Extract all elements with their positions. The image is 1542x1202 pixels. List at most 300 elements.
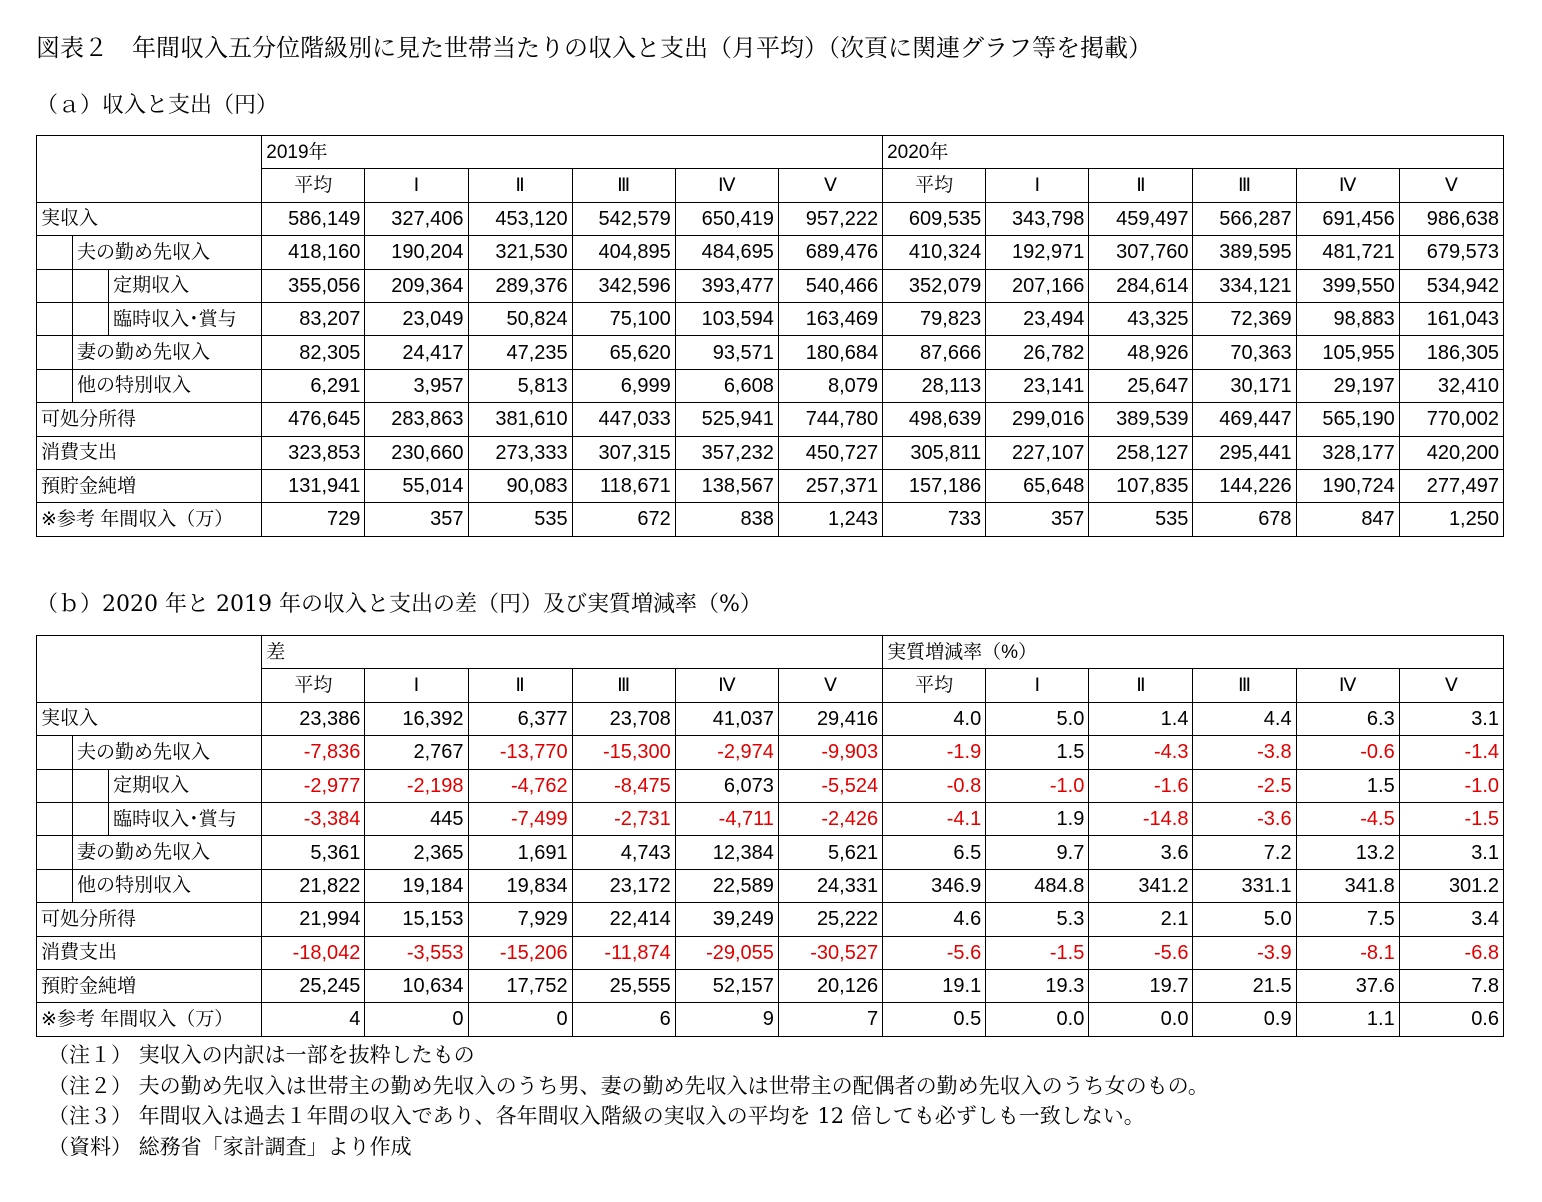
row-label: ※参考 年間収入（万） — [37, 1003, 262, 1036]
section-b-title: （ｂ）2020 年と 2019 年の収入と支出の差（円）及び実質増減率（%） — [36, 592, 762, 617]
value-cell: 453,120 — [468, 202, 572, 235]
value-cell: 19.3 — [986, 969, 1089, 1002]
column-header: Ⅰ — [986, 669, 1089, 702]
value-cell: 404,895 — [572, 236, 675, 269]
value-cell: 1.1 — [1296, 1003, 1399, 1036]
row-label: ※参考 年間収入（万） — [37, 503, 262, 536]
group-header-rate: 実質増減率（%） — [883, 636, 1504, 669]
table-row — [37, 436, 1504, 469]
value-cell: 21,822 — [262, 869, 365, 902]
value-cell: 22,414 — [572, 903, 675, 936]
value-cell: 4.4 — [1193, 702, 1296, 735]
value-cell: -5,524 — [778, 769, 882, 802]
value-cell: 838 — [675, 503, 778, 536]
value-cell: 98,883 — [1296, 302, 1399, 335]
row-label: 臨時収入･賞与 — [109, 802, 262, 835]
value-cell: 357,232 — [675, 436, 778, 469]
table-row — [37, 336, 1504, 369]
value-cell: 327,406 — [365, 202, 468, 235]
value-cell: 22,589 — [675, 869, 778, 902]
value-cell: 542,579 — [572, 202, 675, 235]
row-label: 夫の勤め先収入 — [73, 236, 262, 269]
value-cell: 609,535 — [883, 202, 986, 235]
value-cell: 161,043 — [1399, 302, 1503, 335]
table-row — [37, 369, 1504, 402]
value-cell: -4.1 — [883, 802, 986, 835]
column-header: Ⅳ — [675, 669, 778, 702]
value-cell: 847 — [1296, 503, 1399, 536]
value-cell: -3,553 — [365, 936, 468, 969]
value-cell: 770,002 — [1399, 403, 1503, 436]
note-line: （注３） 年間収入は過去１年間の収入であり、各年間収入階級の実収入の平均を 12 倍しても必ずしも一致しない。 — [48, 1104, 1145, 1128]
row-label: 妻の勤め先収入 — [73, 836, 262, 869]
value-cell: 83,207 — [262, 302, 365, 335]
table-row — [37, 503, 1504, 536]
row-label: 臨時収入･賞与 — [109, 302, 262, 335]
value-cell: 3.1 — [1399, 702, 1503, 735]
value-cell: 19.7 — [1089, 969, 1193, 1002]
value-cell: 23,386 — [262, 702, 365, 735]
row-label: 消費支出 — [37, 436, 262, 469]
value-cell: 3.1 — [1399, 836, 1503, 869]
value-cell: 25,555 — [572, 969, 675, 1002]
value-cell: -1.5 — [1399, 802, 1503, 835]
value-cell: 6,999 — [572, 369, 675, 402]
value-cell: 93,571 — [675, 336, 778, 369]
value-cell: 299,016 — [986, 403, 1089, 436]
table-row — [37, 769, 1504, 802]
column-header: Ⅰ — [986, 169, 1089, 202]
value-cell: -2,977 — [262, 769, 365, 802]
value-cell: 1.4 — [1089, 702, 1193, 735]
value-cell: 2,365 — [365, 836, 468, 869]
value-cell: 307,315 — [572, 436, 675, 469]
value-cell: -0.6 — [1296, 736, 1399, 769]
value-cell: 729 — [262, 503, 365, 536]
column-header: Ⅴ — [1399, 669, 1503, 702]
value-cell: -1.6 — [1089, 769, 1193, 802]
value-cell: -3,384 — [262, 802, 365, 835]
value-cell: 277,497 — [1399, 469, 1503, 502]
row-label: 預貯金純増 — [37, 469, 262, 502]
value-cell: 25,245 — [262, 969, 365, 1002]
value-cell: 2,767 — [365, 736, 468, 769]
value-cell: -14.8 — [1089, 802, 1193, 835]
value-cell: 19,184 — [365, 869, 468, 902]
value-cell: 0.6 — [1399, 1003, 1503, 1036]
value-cell: 381,610 — [468, 403, 572, 436]
value-cell: 672 — [572, 503, 675, 536]
value-cell: 190,204 — [365, 236, 468, 269]
value-cell: 163,469 — [778, 302, 882, 335]
value-cell: 0.9 — [1193, 1003, 1296, 1036]
value-cell: 283,863 — [365, 403, 468, 436]
value-cell: -3.8 — [1193, 736, 1296, 769]
value-cell: -18,042 — [262, 936, 365, 969]
value-cell: 23,494 — [986, 302, 1089, 335]
value-cell: 65,648 — [986, 469, 1089, 502]
column-header: 平均 — [262, 169, 365, 202]
value-cell: 321,530 — [468, 236, 572, 269]
value-cell: 3.6 — [1089, 836, 1193, 869]
value-cell: 52,157 — [675, 969, 778, 1002]
value-cell: 650,419 — [675, 202, 778, 235]
value-cell: 82,305 — [262, 336, 365, 369]
value-cell: 7.5 — [1296, 903, 1399, 936]
note-line: （注１） 実収入の内訳は一部を抜粋したもの — [48, 1043, 475, 1067]
row-label: 他の特別収入 — [73, 369, 262, 402]
value-cell: 5.0 — [986, 702, 1089, 735]
value-cell: 1.5 — [986, 736, 1089, 769]
column-header: Ⅰ — [365, 669, 468, 702]
value-cell: 23,708 — [572, 702, 675, 735]
value-cell: 305,811 — [883, 436, 986, 469]
value-cell: 23,049 — [365, 302, 468, 335]
value-cell: 484.8 — [986, 869, 1089, 902]
header-corner — [37, 636, 262, 703]
value-cell: 192,971 — [986, 236, 1089, 269]
table-row — [37, 936, 1504, 969]
value-cell: 190,724 — [1296, 469, 1399, 502]
row-label: 実収入 — [37, 202, 262, 235]
value-cell: -8,475 — [572, 769, 675, 802]
value-cell: 87,666 — [883, 336, 986, 369]
value-cell: 289,376 — [468, 269, 572, 302]
note-line: （注２） 夫の勤め先収入は世帯主の勤め先収入のうち男、妻の勤め先収入は世帯主の配偶者の勤め先収入のうち女のもの。 — [48, 1073, 1209, 1098]
value-cell: 118,671 — [572, 469, 675, 502]
value-cell: 39,249 — [675, 903, 778, 936]
value-cell: -29,055 — [675, 936, 778, 969]
value-cell: 29,197 — [1296, 369, 1399, 402]
value-cell: -5.6 — [883, 936, 986, 969]
row-label: 妻の勤め先収入 — [73, 336, 262, 369]
column-header: Ⅴ — [778, 169, 882, 202]
value-cell: 323,853 — [262, 436, 365, 469]
value-cell: 41,037 — [675, 702, 778, 735]
value-cell: -9,903 — [778, 736, 882, 769]
column-header: Ⅳ — [1296, 169, 1399, 202]
value-cell: 1.9 — [986, 802, 1089, 835]
value-cell: 678 — [1193, 503, 1296, 536]
value-cell: 1.5 — [1296, 769, 1399, 802]
value-cell: 9 — [675, 1003, 778, 1036]
value-cell: -3.6 — [1193, 802, 1296, 835]
value-cell: 0.0 — [986, 1003, 1089, 1036]
value-cell: 19,834 — [468, 869, 572, 902]
value-cell: 342,596 — [572, 269, 675, 302]
table-row — [37, 802, 1504, 835]
value-cell: -11,874 — [572, 936, 675, 969]
value-cell: 75,100 — [572, 302, 675, 335]
column-header: Ⅰ — [365, 169, 468, 202]
row-label: 預貯金純増 — [37, 969, 262, 1002]
value-cell: 17,752 — [468, 969, 572, 1002]
value-cell: 343,798 — [986, 202, 1089, 235]
value-cell: -30,527 — [778, 936, 882, 969]
value-cell: 28,113 — [883, 369, 986, 402]
value-cell: 535 — [468, 503, 572, 536]
value-cell: 566,287 — [1193, 202, 1296, 235]
value-cell: -2,198 — [365, 769, 468, 802]
value-cell: 389,539 — [1089, 403, 1193, 436]
value-cell: 481,721 — [1296, 236, 1399, 269]
figure-title: 図表２ 年間収入五分位階級別に見た世帯当たりの収入と支出（月平均）（次頁に関連グラフ等を掲載） — [36, 34, 1152, 62]
row-label: 定期収入 — [109, 269, 262, 302]
value-cell: 3.4 — [1399, 903, 1503, 936]
value-cell: 733 — [883, 503, 986, 536]
value-cell: -15,300 — [572, 736, 675, 769]
value-cell: 48,926 — [1089, 336, 1193, 369]
value-cell: 4 — [262, 1003, 365, 1036]
value-cell: -5.6 — [1089, 936, 1193, 969]
value-cell: 5,621 — [778, 836, 882, 869]
value-cell: -8.1 — [1296, 936, 1399, 969]
income-expense-table — [36, 135, 1504, 537]
row-label: 夫の勤め先収入 — [73, 736, 262, 769]
table-row — [37, 903, 1504, 936]
column-header: 平均 — [883, 169, 986, 202]
value-cell: 230,660 — [365, 436, 468, 469]
table-row — [37, 1003, 1504, 1036]
row-label: 消費支出 — [37, 936, 262, 969]
value-cell: -4,762 — [468, 769, 572, 802]
value-cell: 131,941 — [262, 469, 365, 502]
value-cell: 525,941 — [675, 403, 778, 436]
value-cell: 334,121 — [1193, 269, 1296, 302]
value-cell: -4,711 — [675, 802, 778, 835]
value-cell: -6.8 — [1399, 936, 1503, 969]
value-cell: 418,160 — [262, 236, 365, 269]
value-cell: 24,417 — [365, 336, 468, 369]
column-header: Ⅲ — [1193, 669, 1296, 702]
year-header-2019: 2019年 — [262, 136, 883, 169]
value-cell: 565,190 — [1296, 403, 1399, 436]
value-cell: 2.1 — [1089, 903, 1193, 936]
value-cell: 476,645 — [262, 403, 365, 436]
value-cell: 20,126 — [778, 969, 882, 1002]
row-label: 定期収入 — [109, 769, 262, 802]
value-cell: -2,426 — [778, 802, 882, 835]
value-cell: 3,957 — [365, 369, 468, 402]
value-cell: 9.7 — [986, 836, 1089, 869]
value-cell: 5.3 — [986, 903, 1089, 936]
value-cell: 534,942 — [1399, 269, 1503, 302]
value-cell: 138,567 — [675, 469, 778, 502]
value-cell: 1,250 — [1399, 503, 1503, 536]
column-header: 平均 — [883, 669, 986, 702]
table-row — [37, 236, 1504, 269]
value-cell: 7.8 — [1399, 969, 1503, 1002]
value-cell: 7.2 — [1193, 836, 1296, 869]
value-cell: 352,079 — [883, 269, 986, 302]
value-cell: 6,291 — [262, 369, 365, 402]
value-cell: 180,684 — [778, 336, 882, 369]
column-header: Ⅲ — [572, 669, 675, 702]
value-cell: -2.5 — [1193, 769, 1296, 802]
value-cell: 1,243 — [778, 503, 882, 536]
value-cell: 450,727 — [778, 436, 882, 469]
value-cell: 284,614 — [1089, 269, 1193, 302]
value-cell: 70,363 — [1193, 336, 1296, 369]
value-cell: 5,813 — [468, 369, 572, 402]
column-header: Ⅱ — [468, 169, 572, 202]
value-cell: 4.0 — [883, 702, 986, 735]
value-cell: 389,595 — [1193, 236, 1296, 269]
column-header: Ⅱ — [1089, 169, 1193, 202]
value-cell: 0 — [365, 1003, 468, 1036]
table-row — [37, 969, 1504, 1002]
value-cell: 43,325 — [1089, 302, 1193, 335]
value-cell: 459,497 — [1089, 202, 1193, 235]
value-cell: 357 — [986, 503, 1089, 536]
value-cell: 393,477 — [675, 269, 778, 302]
value-cell: -0.8 — [883, 769, 986, 802]
value-cell: 447,033 — [572, 403, 675, 436]
table-row — [37, 403, 1504, 436]
value-cell: 55,014 — [365, 469, 468, 502]
value-cell: -2,974 — [675, 736, 778, 769]
value-cell: 258,127 — [1089, 436, 1193, 469]
table-row — [37, 269, 1504, 302]
value-cell: 540,466 — [778, 269, 882, 302]
value-cell: 10,634 — [365, 969, 468, 1002]
value-cell: 50,824 — [468, 302, 572, 335]
value-cell: 4,743 — [572, 836, 675, 869]
value-cell: 8,079 — [778, 369, 882, 402]
value-cell: 72,369 — [1193, 302, 1296, 335]
value-cell: 586,149 — [262, 202, 365, 235]
value-cell: 469,447 — [1193, 403, 1296, 436]
row-label: 他の特別収入 — [73, 869, 262, 902]
value-cell: 23,141 — [986, 369, 1089, 402]
value-cell: 420,200 — [1399, 436, 1503, 469]
header-corner — [37, 136, 262, 203]
value-cell: 6,073 — [675, 769, 778, 802]
row-label: 可処分所得 — [37, 903, 262, 936]
column-header: Ⅳ — [1296, 669, 1399, 702]
value-cell: -3.9 — [1193, 936, 1296, 969]
value-cell: 498,639 — [883, 403, 986, 436]
value-cell: 12,384 — [675, 836, 778, 869]
value-cell: 186,305 — [1399, 336, 1503, 369]
value-cell: 29,416 — [778, 702, 882, 735]
value-cell: 15,153 — [365, 903, 468, 936]
value-cell: 144,226 — [1193, 469, 1296, 502]
value-cell: 0 — [468, 1003, 572, 1036]
value-cell: 6.3 — [1296, 702, 1399, 735]
value-cell: 986,638 — [1399, 202, 1503, 235]
value-cell: 103,594 — [675, 302, 778, 335]
value-cell: 535 — [1089, 503, 1193, 536]
value-cell: 24,331 — [778, 869, 882, 902]
value-cell: -7,836 — [262, 736, 365, 769]
value-cell: 107,835 — [1089, 469, 1193, 502]
value-cell: 32,410 — [1399, 369, 1503, 402]
column-header: Ⅱ — [468, 669, 572, 702]
value-cell: 21.5 — [1193, 969, 1296, 1002]
value-cell: 689,476 — [778, 236, 882, 269]
value-cell: 207,166 — [986, 269, 1089, 302]
value-cell: 19.1 — [883, 969, 986, 1002]
value-cell: 341.8 — [1296, 869, 1399, 902]
value-cell: -1.9 — [883, 736, 986, 769]
value-cell: 355,056 — [262, 269, 365, 302]
value-cell: 6,377 — [468, 702, 572, 735]
value-cell: 7,929 — [468, 903, 572, 936]
value-cell: 410,324 — [883, 236, 986, 269]
table-row — [37, 202, 1504, 235]
column-header: Ⅳ — [675, 169, 778, 202]
value-cell: 1,691 — [468, 836, 572, 869]
value-cell: -1.5 — [986, 936, 1089, 969]
value-cell: 25,647 — [1089, 369, 1193, 402]
value-cell: 21,994 — [262, 903, 365, 936]
value-cell: 691,456 — [1296, 202, 1399, 235]
value-cell: 6 — [572, 1003, 675, 1036]
value-cell: 7 — [778, 1003, 882, 1036]
column-header: 平均 — [262, 669, 365, 702]
year-header-2020: 2020年 — [883, 136, 1504, 169]
value-cell: 0.0 — [1089, 1003, 1193, 1036]
table-row — [37, 702, 1504, 735]
value-cell: 399,550 — [1296, 269, 1399, 302]
value-cell: 357 — [365, 503, 468, 536]
column-header: Ⅲ — [1193, 169, 1296, 202]
value-cell: 328,177 — [1296, 436, 1399, 469]
column-header: Ⅲ — [572, 169, 675, 202]
value-cell: 331.1 — [1193, 869, 1296, 902]
value-cell: 209,364 — [365, 269, 468, 302]
value-cell: 4.6 — [883, 903, 986, 936]
value-cell: 5,361 — [262, 836, 365, 869]
value-cell: 341.2 — [1089, 869, 1193, 902]
value-cell: 47,235 — [468, 336, 572, 369]
value-cell: 6,608 — [675, 369, 778, 402]
value-cell: 26,782 — [986, 336, 1089, 369]
row-label: 実収入 — [37, 702, 262, 735]
value-cell: 65,620 — [572, 336, 675, 369]
value-cell: 0.5 — [883, 1003, 986, 1036]
value-cell: 23,172 — [572, 869, 675, 902]
value-cell: 227,107 — [986, 436, 1089, 469]
value-cell: 957,222 — [778, 202, 882, 235]
value-cell: 37.6 — [1296, 969, 1399, 1002]
value-cell: 301.2 — [1399, 869, 1503, 902]
value-cell: -13,770 — [468, 736, 572, 769]
value-cell: -4.5 — [1296, 802, 1399, 835]
column-header: Ⅱ — [1089, 669, 1193, 702]
value-cell: 6.5 — [883, 836, 986, 869]
value-cell: -15,206 — [468, 936, 572, 969]
value-cell: 5.0 — [1193, 903, 1296, 936]
value-cell: -2,731 — [572, 802, 675, 835]
value-cell: 30,171 — [1193, 369, 1296, 402]
value-cell: 445 — [365, 802, 468, 835]
value-cell: 484,695 — [675, 236, 778, 269]
table-row — [37, 836, 1504, 869]
value-cell: -1.0 — [986, 769, 1089, 802]
table-row — [37, 302, 1504, 335]
value-cell: 90,083 — [468, 469, 572, 502]
value-cell: 679,573 — [1399, 236, 1503, 269]
value-cell: 25,222 — [778, 903, 882, 936]
notes — [48, 1040, 1209, 1162]
value-cell: -4.3 — [1089, 736, 1193, 769]
value-cell: 273,333 — [468, 436, 572, 469]
value-cell: 105,955 — [1296, 336, 1399, 369]
value-cell: 257,371 — [778, 469, 882, 502]
note-line: （資料） 総務省「家計調査」より作成 — [48, 1134, 412, 1159]
